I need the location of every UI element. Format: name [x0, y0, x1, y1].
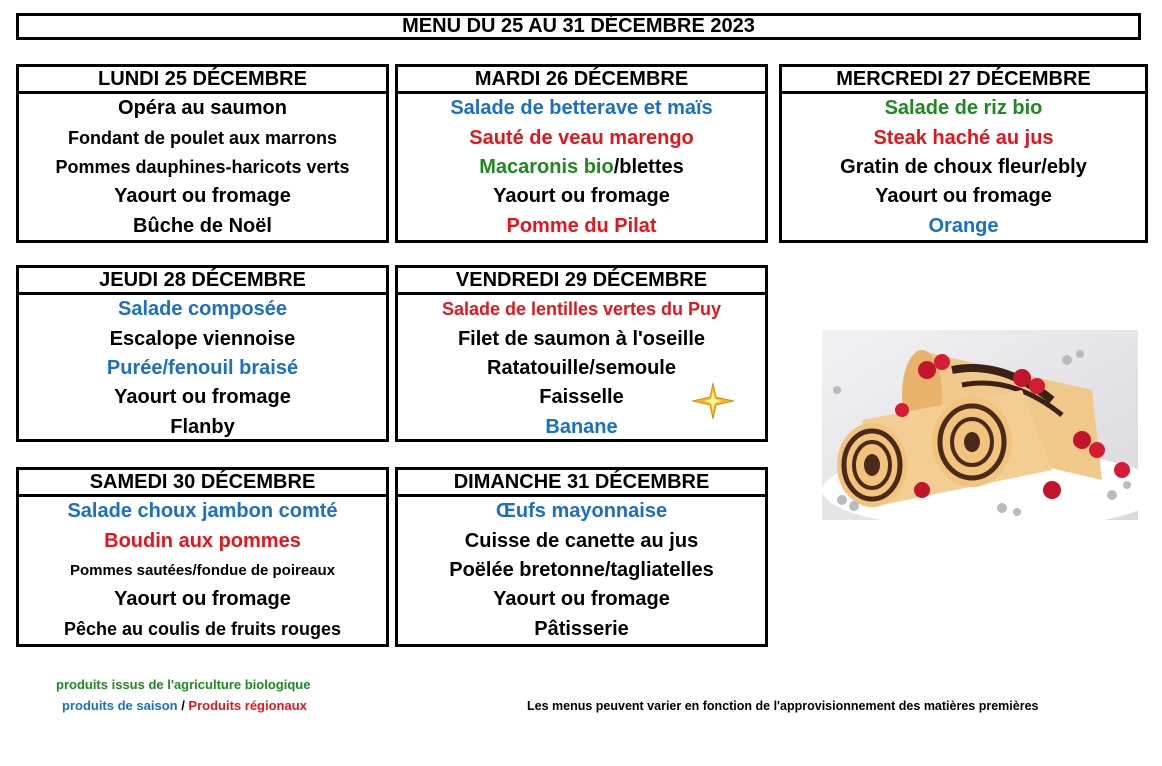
supply-note: Les menus peuvent varier en fonction de l'approvisionnement des matières premières — [527, 699, 1039, 713]
dish-main: Filet de saumon à l'oseille — [457, 327, 706, 350]
legend-separator: / — [177, 698, 189, 713]
dish-starter: Salade de riz bio — [884, 97, 1043, 120]
dish-main: Boudin aux pommes — [104, 529, 301, 552]
day-header: VENDREDI 29 DÉCEMBRE — [398, 268, 765, 295]
dish-dessert: Pêche au coulis de fruits rouges — [63, 618, 342, 639]
star-icon — [688, 381, 738, 421]
dish-side: Pommes sautées/fondue de poireaux — [69, 561, 336, 579]
day-thursday — [16, 265, 389, 442]
dish-starter: Salade choux jambon comté — [67, 500, 338, 523]
dish-main: Fondant de poulet aux marrons — [67, 127, 338, 148]
day-sunday — [395, 467, 768, 647]
dish-dessert: Pâtisserie — [534, 617, 629, 640]
dish-dairy: Yaourt ou fromage — [114, 588, 291, 611]
dish-dessert: Banane — [545, 415, 618, 438]
day-header: MARDI 26 DÉCEMBRE — [398, 67, 765, 94]
dish-side: Poëlée bretonne/tagliatelles — [449, 558, 714, 581]
day-tuesday — [395, 64, 768, 243]
dish-side: Ratatouille/semoule — [487, 356, 676, 379]
dish-side: Pommes dauphines-haricots verts — [55, 156, 350, 177]
dish-side: Purée/fenouil braisé — [106, 356, 299, 379]
day-header: MERCREDI 27 DÉCEMBRE — [782, 67, 1145, 94]
dish-dessert: Flanby — [170, 415, 235, 438]
dish-main: Sauté de veau marengo — [469, 126, 694, 149]
menu-title: MENU DU 25 AU 31 DÉCEMBRE 2023 — [16, 13, 1141, 40]
dish-dairy: Yaourt ou fromage — [493, 588, 670, 611]
dish-side-suffix: /blettes — [613, 155, 684, 178]
dish-dairy: Faisselle — [539, 386, 624, 409]
dish-dessert: Bûche de Noël — [133, 214, 272, 237]
day-monday — [16, 64, 389, 243]
dish-dessert: Pomme du Pilat — [506, 214, 657, 237]
dish-main: Escalope viennoise — [109, 327, 296, 350]
dish-side-bio: Macaronis bio — [479, 155, 614, 178]
dish-side — [398, 153, 765, 182]
yule-log-photo — [822, 330, 1138, 520]
dish-dessert: Orange — [928, 214, 999, 237]
day-wednesday — [779, 64, 1148, 243]
day-header: LUNDI 25 DÉCEMBRE — [19, 67, 386, 94]
dish-starter: Opéra au saumon — [118, 97, 287, 120]
dish-dairy: Yaourt ou fromage — [875, 185, 1052, 208]
day-header: DIMANCHE 31 DÉCEMBRE — [398, 470, 765, 497]
day-friday — [395, 265, 768, 442]
legend-saison: produits de saison — [62, 698, 178, 713]
legend-saison-regionaux — [62, 698, 307, 713]
day-header: JEUDI 28 DÉCEMBRE — [19, 268, 386, 295]
dish-dairy: Yaourt ou fromage — [114, 185, 291, 208]
legend-regionaux: Produits régionaux — [188, 698, 307, 713]
dish-main: Steak haché au jus — [873, 126, 1054, 149]
dish-side: Gratin de choux fleur/ebly — [840, 155, 1087, 178]
dish-dairy: Yaourt ou fromage — [114, 386, 291, 409]
dish-starter: Salade composée — [118, 298, 287, 321]
day-header: SAMEDI 30 DÉCEMBRE — [19, 470, 386, 497]
legend-bio: produits issus de l'agriculture biologique — [56, 677, 311, 692]
dish-starter: Salade de lentilles vertes du Puy — [441, 299, 722, 320]
day-saturday — [16, 467, 389, 647]
dish-starter: Salade de betterave et maïs — [450, 97, 713, 120]
dish-main: Cuisse de canette au jus — [464, 529, 699, 552]
dish-dairy: Yaourt ou fromage — [493, 185, 670, 208]
dish-starter: Œufs mayonnaise — [495, 500, 668, 523]
